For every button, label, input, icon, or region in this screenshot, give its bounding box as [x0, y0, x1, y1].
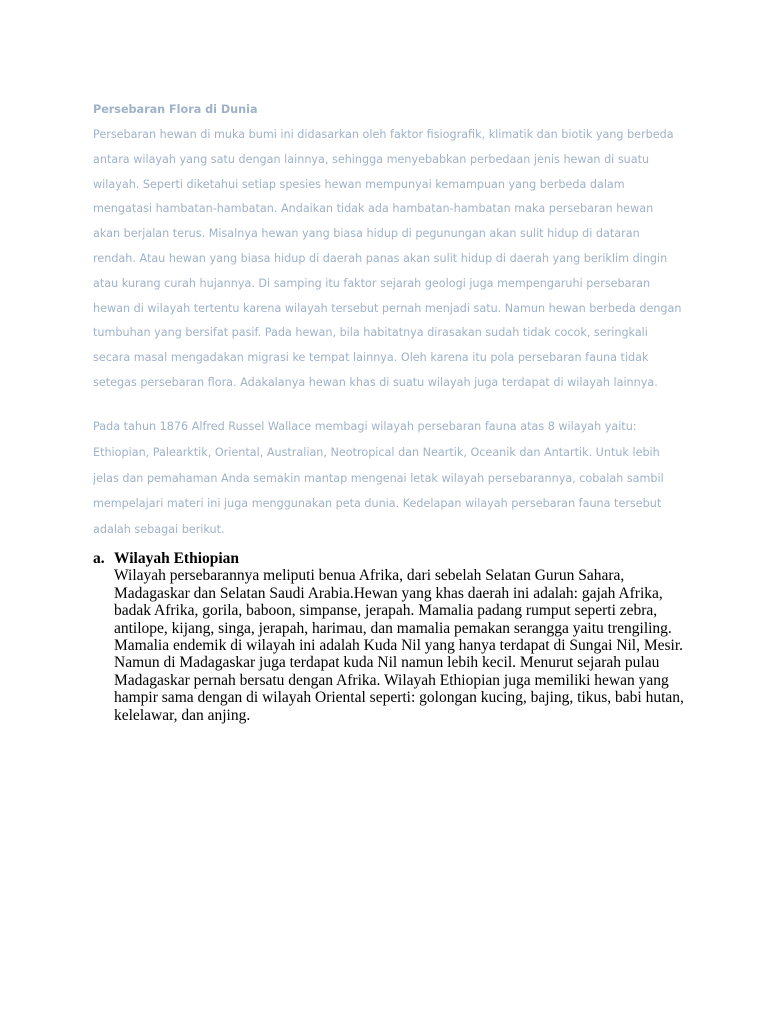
faded-paragraph-1: Persebaran hewan di muka bumi ini didasarkan oleh faktor fisiografik, klimatik dan biotik yang berbeda antara wilayah yang satu dengan lainnya, sehingga menyebabkan perbedaan jenis hewan di suatu wilayah. Seperti diketahui setiap spesies hewan mempunyai kemampuan yang berbeda dalam mengatasi hambatan-hambatan. Andaikan tidak ada hambatan-hambatan maka persebaran hewan akan berjalan terus. Misalnya hewan yang biasa hidup di pegunungan akan sulit hidup di dataran rendah. Atau hewan yang biasa hidup di daerah panas akan sulit hidup di daerah yang beriklim dingin atau kurang curah hujannya. Di samping itu faktor sejarah geologi juga mempengaruhi persebaran hewan di wilayah tertentu karena wilayah tersebut pernah menjadi satu. Namun hewan berbeda dengan tumbuhan yang bersifat pasif. Pada hewan, bila habitatnya dirasakan sudah tidak cocok, seringkali secara masal mengadakan migrasi ke tempat lainnya. Oleh karena itu pola persebaran fauna tidak setegas persebaran flora. Adakalanya hewan khas di suatu wilayah juga terdapat di wilayah lainnya. — [93, 128, 682, 389]
faded-paragraph-2: Pada tahun 1876 Alfred Russel Wallace membagi wilayah persebaran fauna atas 8 wilayah yaitu: Ethiopian, Palearktik, Oriental, Australian, Neotropical dan Neartik, Oceanik dan Antartik. Untuk lebih jelas dan pemahaman Anda semakin mantap mengenai letak wilayah persebarannya, cobalah sambil mempelajari materi ini juga menggunakan peta dunia. Kedelapan wilayah persebaran fauna tersebut adalah sebagai berikut. — [93, 420, 664, 537]
section-heading — [93, 550, 693, 567]
section-heading-text: Wilayah Ethiopian — [114, 550, 240, 567]
list-marker: a. — [93, 550, 105, 567]
section-wilayah-ethiopian — [93, 550, 693, 724]
faded-section-title: Persebaran Flora di Dunia — [93, 103, 258, 116]
section-body-text: Wilayah persebarannya meliputi benua Afrika, dari sebelah Selatan Gurun Sahara, Madagaskar dan Selatan Saudi Arabia.Hewan yang khas daerah ini adalah: gajah Afrika, badak Afrika, gorila, baboon, simpanse, jerapah. Mamalia padang rumput seperti zebra, antilope, kijang, singa, jerapah, harimau, dan mamalia pemakan serangga yaitu trengiling. Mamalia endemik di wilayah ini adalah Kuda Nil yang hanya terdapat di Sungai Nil, Mesir. Namun di Madagaskar juga terdapat kuda Nil namun lebih kecil. Menurut sejarah pulau Madagaskar pernah bersatu dengan Afrika. Wilayah Ethiopian juga memiliki hewan yang hampir sama dengan di wilayah Oriental seperti: golongan kucing, bajing, tikus, babi hutan, kelelawar, dan anjing. — [114, 567, 684, 724]
